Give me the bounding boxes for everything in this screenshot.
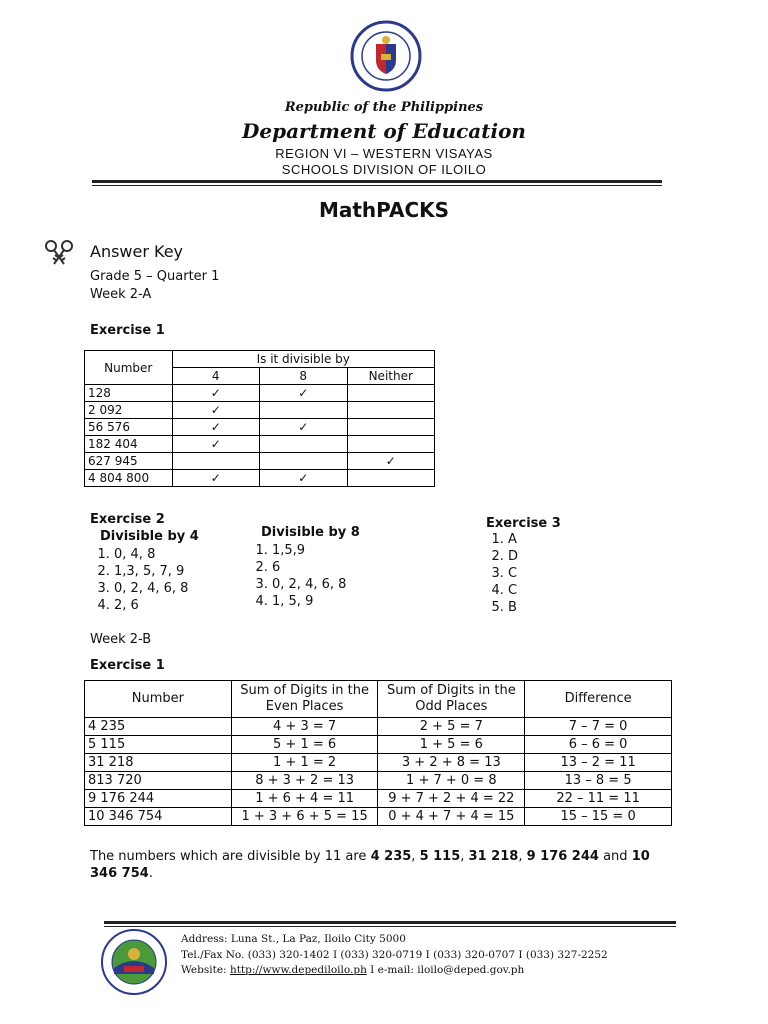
conclusion-end: . [148, 866, 153, 881]
table-row [85, 436, 435, 453]
cell-d8: ✓ [260, 385, 348, 402]
cell-number: 813 720 [85, 772, 232, 790]
div8-list [242, 542, 346, 610]
footer-website-label: Website: [181, 964, 230, 976]
cell-d4: ✓ [172, 402, 260, 419]
list-item: 3. 0, 2, 4, 6, 8 [114, 580, 188, 597]
cell-d8 [260, 402, 348, 419]
cell-odd: 9 + 7 + 2 + 4 = 22 [378, 790, 525, 808]
cell-number: 9 176 244 [85, 790, 232, 808]
cell-even: 8 + 3 + 2 = 13 [231, 772, 378, 790]
footer-address: Address: Luna St., La Paz, Iloilo City 5000 [181, 933, 406, 945]
cell-neither [347, 402, 435, 419]
cell-diff: 22 – 11 = 11 [525, 790, 672, 808]
cell-even: 1 + 1 = 2 [231, 754, 378, 772]
division-seal [100, 928, 168, 996]
region-text: REGION VI – WESTERN VISAYAS [275, 146, 493, 161]
footer-web-line [181, 963, 608, 979]
conclusion-n2: 5 115 [419, 849, 461, 864]
cell-d4: ✓ [172, 385, 260, 402]
conclusion-and: and [598, 849, 632, 864]
cell-diff: 7 – 7 = 0 [525, 718, 672, 736]
cell-number: 56 576 [85, 419, 173, 436]
divisibility-11-table [84, 680, 672, 826]
cell-even: 5 + 1 = 6 [231, 736, 378, 754]
table-row [85, 808, 672, 826]
cell-diff: 13 – 2 = 11 [525, 754, 672, 772]
cell-d8 [260, 453, 348, 470]
list-item: 4. 2, 6 [114, 597, 188, 614]
cell-d8: ✓ [260, 419, 348, 436]
cell-number: 627 945 [85, 453, 173, 470]
table-row [85, 772, 672, 790]
list-item: 1. 0, 4, 8 [114, 546, 188, 563]
col-4-header: 4 [172, 368, 260, 385]
deped-seal [350, 20, 422, 92]
table-row [85, 470, 435, 487]
department-text: Department of Education [242, 119, 526, 143]
cell-odd: 2 + 5 = 7 [378, 718, 525, 736]
cell-even: 4 + 3 = 7 [231, 718, 378, 736]
ex3-label: Exercise 3 [486, 516, 561, 531]
ex2-label: Exercise 2 [90, 512, 165, 527]
cell-diff: 13 – 8 = 5 [525, 772, 672, 790]
list-item: 4. 1, 5, 9 [272, 593, 346, 610]
cell-number: 5 115 [85, 736, 232, 754]
div4-title: Divisible by 4 [100, 529, 199, 544]
conclusion-prefix: The numbers which are divisible by 11 are [90, 849, 371, 864]
footer-tel: Tel./Fax No. (033) 320-1402 I (033) 320-0719 I (033) 320-0707 I (033) 327-2252 [181, 948, 608, 961]
week-b-text: Week 2-B [90, 632, 152, 647]
div4-list [84, 546, 188, 614]
table-row [85, 790, 672, 808]
footer-contact [181, 932, 608, 979]
cell-neither [347, 419, 435, 436]
cell-number: 4 804 800 [85, 470, 173, 487]
region-block [0, 146, 768, 178]
divisibility-table [84, 350, 435, 487]
cell-even: 1 + 3 + 6 + 5 = 15 [231, 808, 378, 826]
list-item: 3. 0, 2, 4, 6, 8 [272, 576, 346, 593]
footer-email: I e-mail: iloilo@deped.gov.ph [366, 964, 525, 976]
cell-neither [347, 385, 435, 402]
table-row [85, 453, 435, 470]
cell-diff: 6 – 6 = 0 [525, 736, 672, 754]
cell-d4: ✓ [172, 436, 260, 453]
keys-icon [44, 238, 78, 266]
cell-even: 1 + 6 + 4 = 11 [231, 790, 378, 808]
col-diff-header: Difference [525, 681, 672, 718]
list-item: 5. B [508, 599, 518, 616]
header-rule [92, 180, 662, 183]
list-item: 2. D [508, 548, 518, 565]
week-a-text: Week 2-A [90, 287, 152, 302]
table-row [85, 718, 672, 736]
div8-title: Divisible by 8 [261, 525, 360, 540]
cell-d4: ✓ [172, 470, 260, 487]
footer-rule-thin [104, 926, 676, 927]
cell-odd: 1 + 5 = 6 [378, 736, 525, 754]
list-item: 3. C [508, 565, 518, 582]
conclusion-n5: 10 346 754 [90, 849, 650, 881]
cell-d8 [260, 436, 348, 453]
conclusion-sep1: , [411, 849, 420, 864]
list-item: 1. A [508, 531, 518, 548]
cell-odd: 1 + 7 + 0 = 8 [378, 772, 525, 790]
cell-number: 31 218 [85, 754, 232, 772]
footer-website-link[interactable]: http://www.depediloilo.ph [229, 964, 367, 976]
cell-neither: ✓ [347, 453, 435, 470]
division-text: SCHOOLS DIVISION OF ILOILO [281, 162, 487, 177]
list-item: 2. 1,3, 5, 7, 9 [114, 563, 188, 580]
cell-neither [347, 436, 435, 453]
cell-d4 [172, 453, 260, 470]
ex1-label: Exercise 1 [90, 323, 165, 338]
header-rule-thin [92, 185, 662, 186]
cell-number: 10 346 754 [85, 808, 232, 826]
republic-text: Republic of the Philippines [284, 100, 484, 115]
answer-key-heading: Answer Key [90, 242, 184, 261]
page-title: MathPACKS [318, 198, 450, 222]
grade-text: Grade 5 – Quarter 1 [90, 269, 220, 284]
cell-odd: 0 + 4 + 7 + 4 = 15 [378, 808, 525, 826]
list-item: 1. 1,5,9 [272, 542, 346, 559]
ex3-list [478, 531, 518, 616]
col-number-header: Number [85, 351, 173, 385]
table-row [85, 754, 672, 772]
cell-number: 128 [85, 385, 173, 402]
cell-number: 182 404 [85, 436, 173, 453]
table-row [85, 736, 672, 754]
cell-number: 4 235 [85, 718, 232, 736]
cell-neither [347, 470, 435, 487]
cell-diff: 15 – 15 = 0 [525, 808, 672, 826]
conclusion-n4: 9 176 244 [526, 849, 599, 864]
footer-rule [104, 921, 676, 924]
conclusion-n3: 31 218 [468, 849, 519, 864]
col-number-header: Number [85, 681, 232, 718]
conclusion-text [90, 848, 670, 882]
cell-odd: 3 + 2 + 8 = 13 [378, 754, 525, 772]
col-odd-header: Sum of Digits in the Odd Places [378, 681, 525, 718]
cell-number: 2 092 [85, 402, 173, 419]
list-item: 2. 6 [272, 559, 346, 576]
col-even-header: Sum of Digits in the Even Places [231, 681, 378, 718]
cell-d4: ✓ [172, 419, 260, 436]
col-8-header: 8 [260, 368, 348, 385]
cell-d8: ✓ [260, 470, 348, 487]
col-group-header: Is it divisible by [172, 351, 435, 368]
table-row [85, 402, 435, 419]
ex1b-label: Exercise 1 [90, 658, 165, 673]
list-item: 4. C [508, 582, 518, 599]
table-row [85, 419, 435, 436]
col-neither-header: Neither [347, 368, 435, 385]
conclusion-n1: 4 235 [370, 849, 412, 864]
table-row [85, 385, 435, 402]
conclusion-sep3: , [518, 849, 527, 864]
conclusion-sep2: , [460, 849, 469, 864]
